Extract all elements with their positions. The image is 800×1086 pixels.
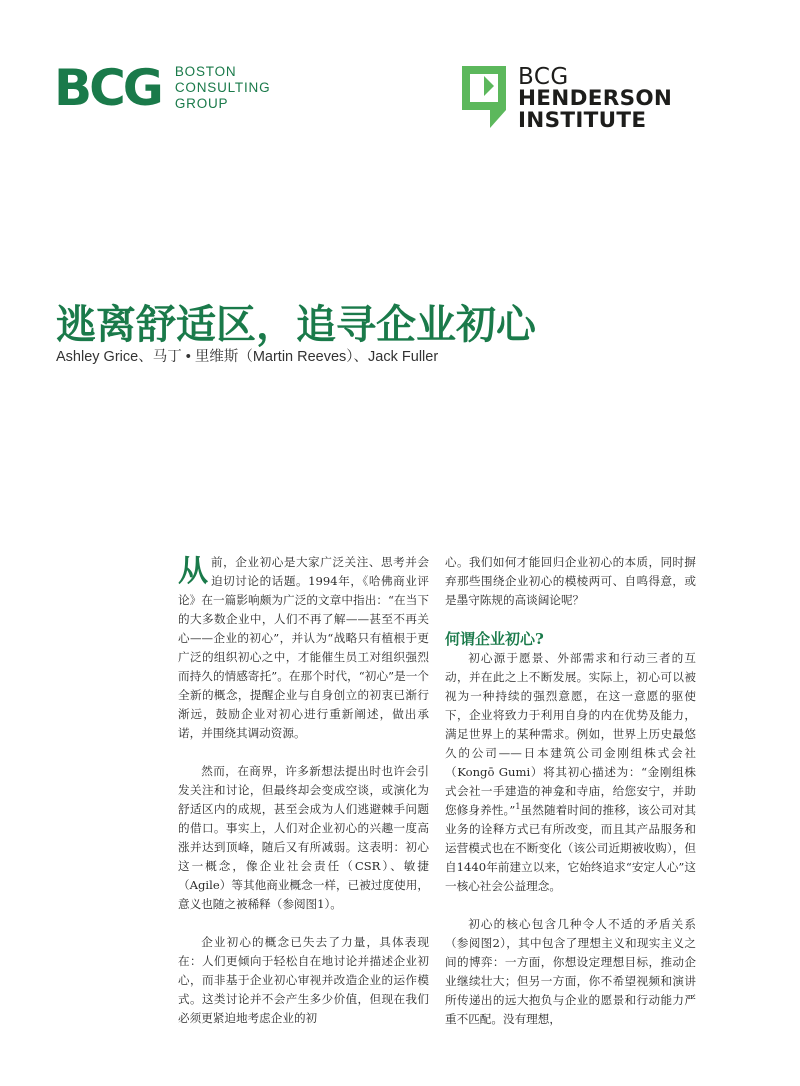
paragraph-3-continued: 心。我们如何才能回归企业初心的本质，同时摒弃那些围绕企业初心的模棱两可、自鸣得意，或是墨守陈规的高谈阔论呢？ (445, 555, 696, 607)
paragraph-4-text: 初心源于愿景、外部需求和行动三者的互动，并在此之上不断发展。实际上，初心可以被视为一种持续的强烈意愿，在这一意愿的驱使下，企业将致力于利用自身的内在优势及能力，满足世界上的某种需求。例如，世界上历史最悠久的公司——日本建筑公司金刚组株式会社（Kongō Gumi）将其初心描述为：“金刚组株式会社一手建造的神龛和寺庙，给您安宁，并助您修身养性。” (445, 651, 696, 817)
bcg-logo-line1: BOSTON (174, 64, 237, 79)
paragraph-1 (178, 553, 429, 743)
drop-cap: 从 (178, 554, 208, 589)
bhi-line1: BCG (518, 64, 569, 90)
bhi-logo (462, 66, 672, 132)
article-authors: Ashley Grice、马丁 • 里维斯（Martin Reeves）、Jack Fuller (56, 349, 439, 365)
paragraph-2: 然而，在商界，许多新想法提出时也许会引发关注和讨论，但最终却会变成空谈，或演化为舒适区内的成规，甚至会成为人们逃避棘手问题的借口。事实上，人们对企业初心的兴趣一度高涨并达到顶峰，随后又有所减弱。这表明：初心这一概念，像企业社会责任（CSR）、敏捷（Agile）等其他商业概念一样，已被过度使用，意义也随之被稀释（参阅图1）。 (178, 764, 429, 911)
section-heading: 何谓企业初心? (445, 630, 544, 648)
paragraph-4-text-cont: 虽然随着时间的推移，该公司对其业务的诠释方式已有所改变，而且其产品服务和运营模式也在不断变化（该公司近期被收购），但自1440年前建立以来，它始终追求“安定人心”这一核心社会公益理念。 (445, 803, 696, 893)
bhi-line2: HENDERSON (518, 86, 673, 111)
paragraph-4 (445, 649, 696, 896)
bhi-line3: INSTITUTE (518, 108, 647, 133)
bhi-mark-icon (462, 66, 506, 130)
bcg-logo-line2: CONSULTING (174, 80, 271, 95)
right-column (445, 553, 696, 1048)
footnote-marker: 1 (515, 802, 521, 812)
bcg-logo-letters: BCG (54, 59, 161, 117)
article-title: 逃离舒适区，追寻企业初心 (56, 300, 536, 348)
bcg-logo-line3: GROUP (174, 96, 229, 111)
paragraph-5: 初心的核心包含几种令人不适的矛盾关系（参阅图2），其中包含了理想主义和现实主义之间的博弈：一方面，你想设定理想目标，推动企业继续壮大；但另一方面，你不希望视频和演讲所传递出的远大抱负与企业的愿景和行动能力严重不匹配。没有理想， (445, 917, 696, 1026)
bcg-logo (54, 59, 271, 117)
bcg-logo-wordmark (175, 64, 271, 112)
paragraph-1-text: 前，企业初心是大家广泛关注、思考并会迫切讨论的话题。1994年，《哈佛商业评论》在一篇影响颇为广泛的文章中指出：“在当下的大多数企业中，人们不再了解——甚至不再关心——企业的初心”，并认为“战略只有植根于更广泛的组织初心之中，才能催生员工对组织强烈而持久的情感寄托”。在那个时代，“初心”是一个全新的概念，提醒企业与自身创立的初衷已渐行渐远，鼓励企业对初心进行重新阐述，做出承诺，并围绕其调动资源。 (178, 555, 429, 740)
left-column (178, 553, 429, 1047)
bhi-wordmark (518, 66, 672, 132)
paragraph-3: 企业初心的概念已失去了力量，具体表现在：人们更倾向于轻松自在地讨论并描述企业初心，而非基于企业初心审视并改造企业的运作模式。这类讨论并不会产生多少价值，但现在我们必须更紧迫地考虑企业的初 (178, 935, 429, 1025)
